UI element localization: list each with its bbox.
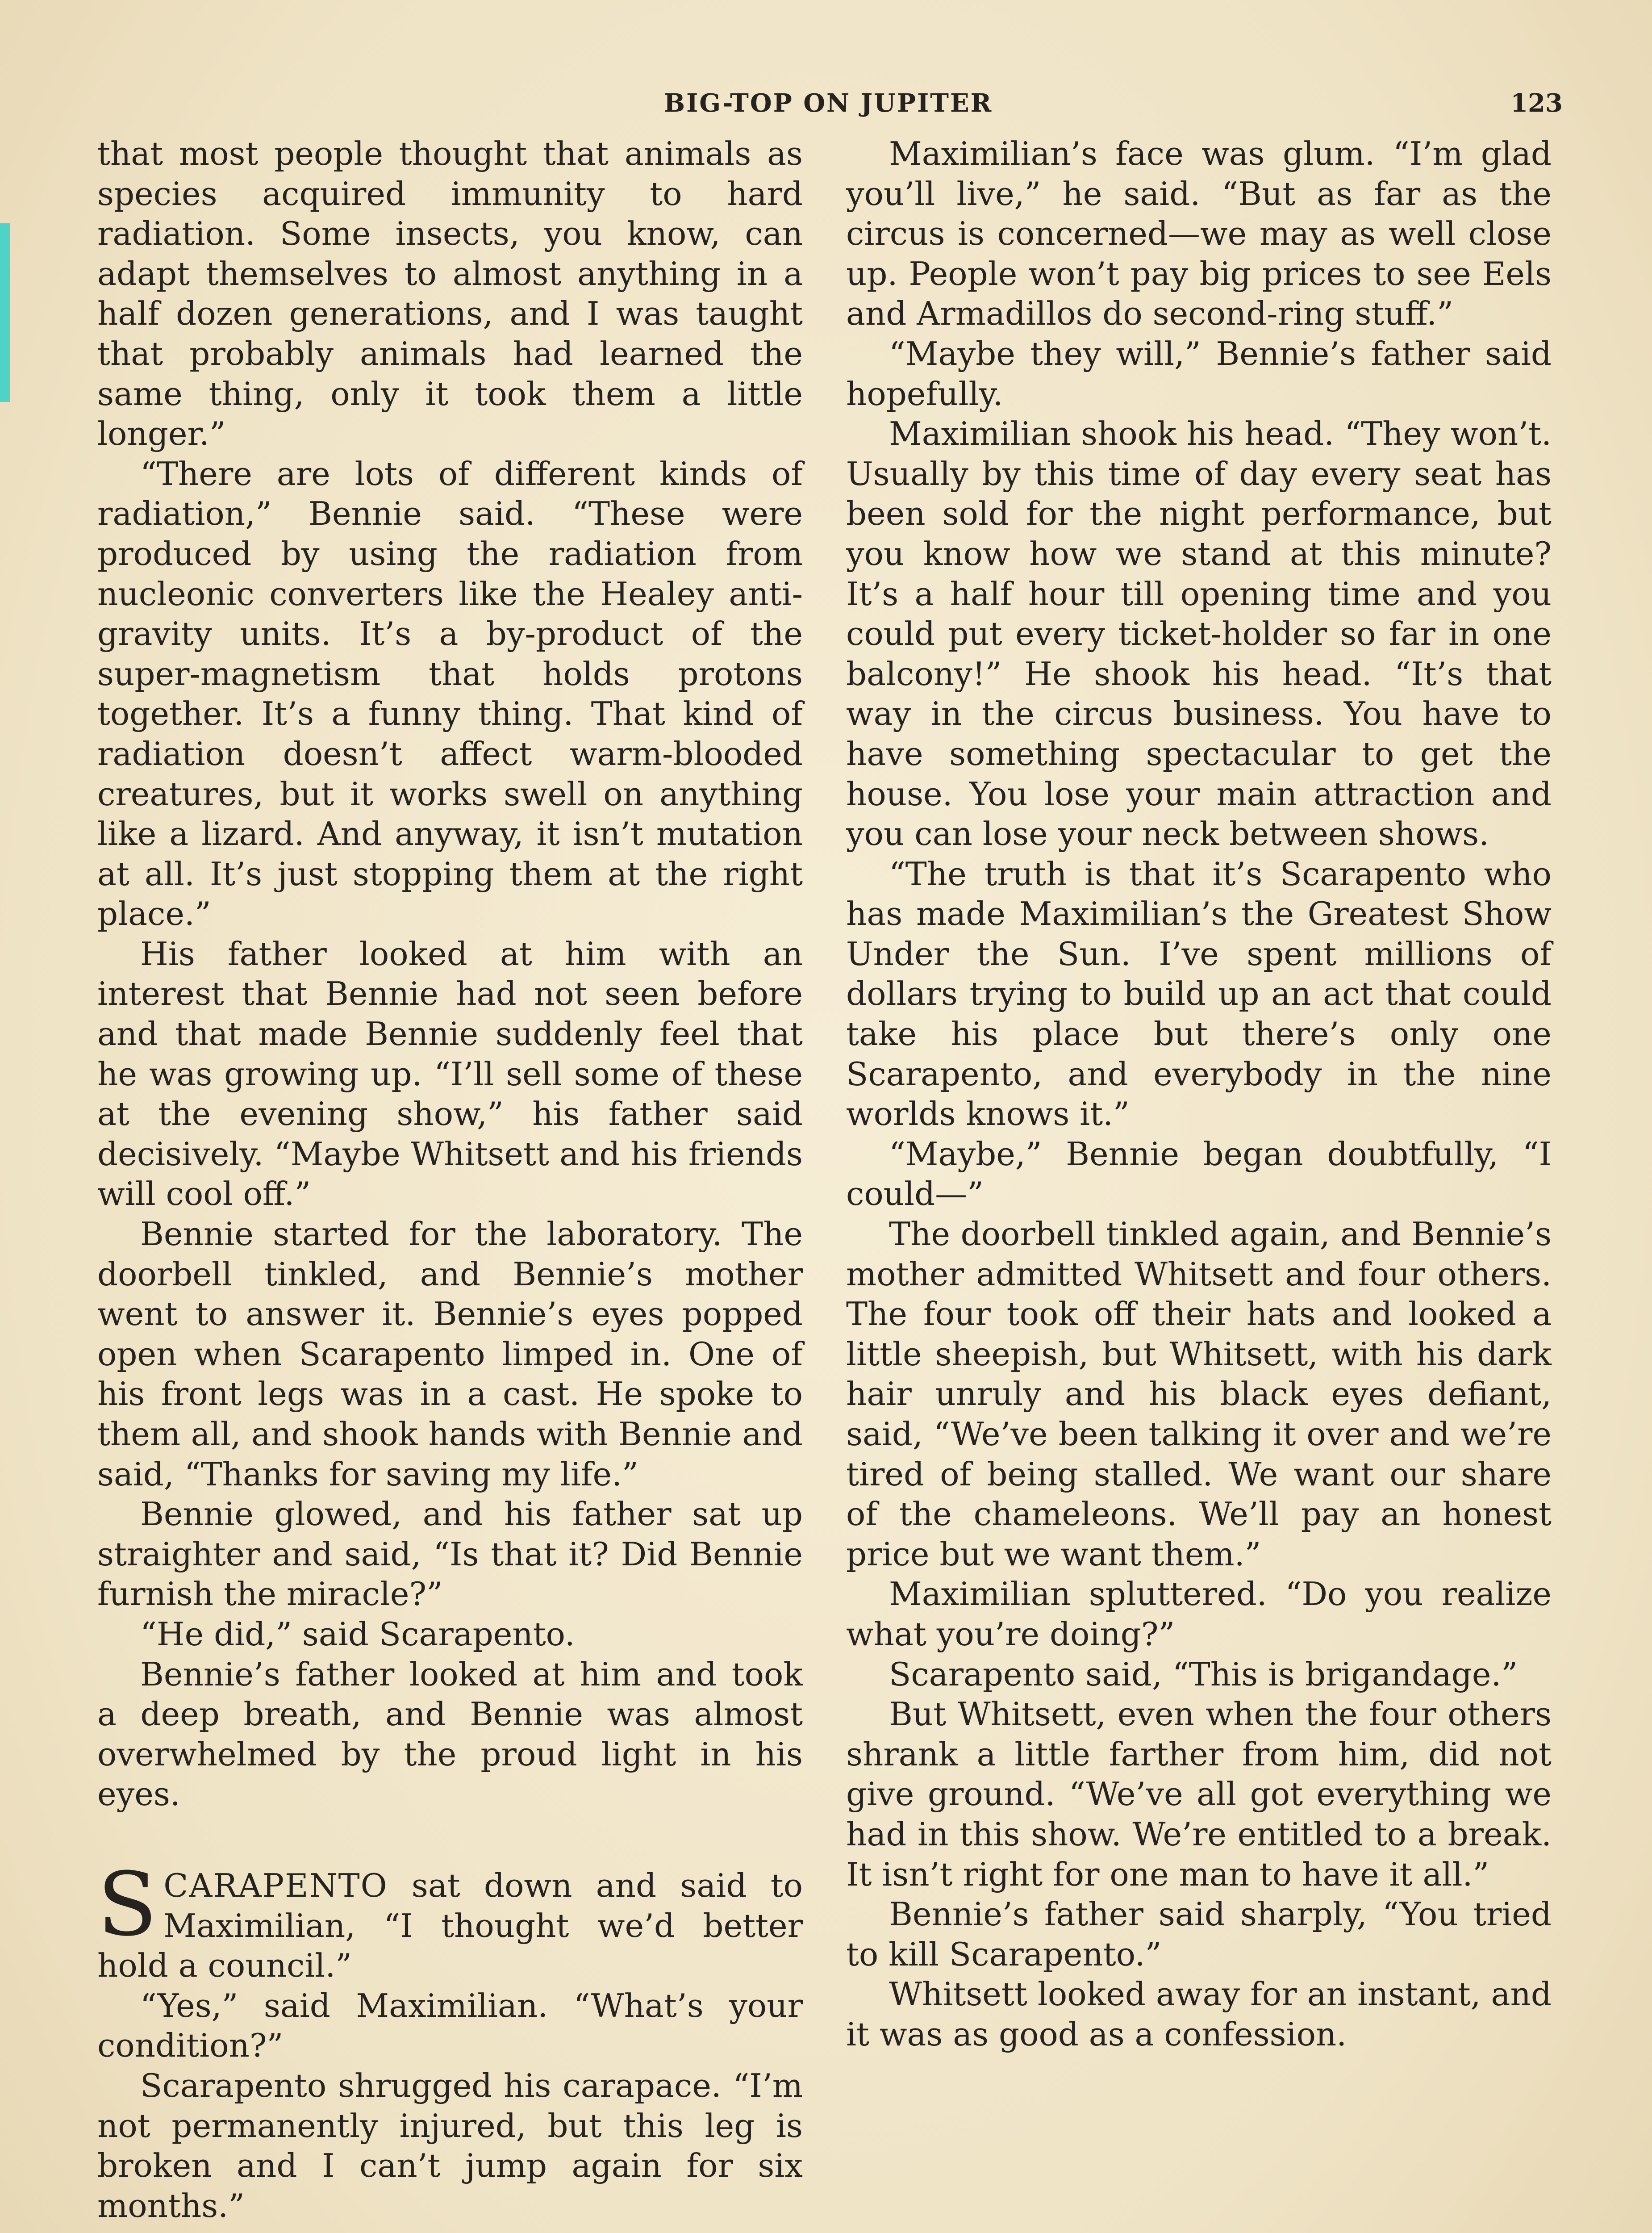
running-head: BIG-TOP ON JUPITER bbox=[663, 88, 993, 118]
left-column bbox=[97, 134, 803, 2226]
paragraph: “He did,” said Scarapento. bbox=[140, 1615, 575, 1653]
scan-edge-strip bbox=[0, 223, 10, 402]
paragraph-text: sat down and said to Maximilian, “I thought we’d better hold a council.” bbox=[97, 1866, 803, 1985]
paragraph: “The truth is that it’s Scarapento who has made Maximilian’s the Greatest Show Under the Sun. I’ve spent millions of dollars trying to build up an act that could take his place but there’s only one Scarapento, and everybody in the nine worlds knows it.” bbox=[846, 855, 1552, 1133]
paragraph: Bennie started for the laboratory. The doorbell tinkled, and Bennie’s mother went to answer it. Bennie’s eyes popped open when Scarapento limped in. One of his front legs was in a cast. He spoke to them all, and shook hands with Bennie and said, “Thanks for saving my life.” bbox=[97, 1215, 803, 1493]
paragraph: “There are lots of different kinds of radiation,” Bennie said. “These were produced by using the radiation from nucleonic converters like the Healey anti-gravity units. It’s a by-product of the super-magnetism that holds protons together. It’s a funny thing. That kind of radiation doesn’t affect warm-blooded creatures, but it works swell on anything like a lizard. And anyway, it isn’t mutation at all. It’s just stopping them at the right place.” bbox=[97, 455, 803, 933]
paragraph: Whitsett looked away for an instant, and it was as good as a confession. bbox=[846, 1975, 1552, 2053]
paragraph: Bennie’s father said sharply, “You tried to kill Scarapento.” bbox=[846, 1895, 1552, 1973]
paragraph: that most people thought that animals as species acquired immunity to hard radiation. Some insects, you know, can adapt themselves to almost anything in a half dozen generations, and I was taught that probably animals had learned the same thing, only it took them a little longer.” bbox=[97, 135, 803, 453]
paragraph: But Whitsett, even when the four others shrank a little farther from him, did not give ground. “We’ve all got everything we had in this show. We’re entitled to a break. It isn’t right for one man to have it all.” bbox=[846, 1695, 1552, 1893]
paragraph: “Yes,” said Maximilian. “What’s your condition?” bbox=[97, 1986, 803, 2065]
paragraph: Scarapento shrugged his carapace. “I’m not permanently injured, but this leg is broken and I can’t jump again for six months.” bbox=[97, 2066, 803, 2225]
paragraph: Maximilian shook his head. “They won’t. Usually by this time of day every seat has been sold for the night performance, but you know how we stand at this minute? It’s a half hour till opening time and you could put every ticket-holder so far in one balcony!” He shook his head. “It’s that way in the circus business. You have to have something spectacular to get the house. You lose your main attraction and you can lose your neck between shows. bbox=[846, 415, 1552, 853]
paragraph: Bennie glowed, and his father sat up straighter and said, “Is that it? Did Bennie furnish the miracle?” bbox=[97, 1495, 803, 1613]
section-break bbox=[97, 1815, 803, 1866]
paragraph: The doorbell tinkled again, and Bennie’s mother admitted Whitsett and four others. The four took off their hats and looked a little sheepish, but Whitsett, with his dark hair unruly and his black eyes defiant, said, “We’ve been talking it over and we’re tired of being stalled. We want our share of the chameleons. We’ll pay an honest price but we want them.” bbox=[846, 1215, 1552, 1573]
right-column bbox=[846, 134, 1552, 2055]
paragraph: Bennie’s father looked at him and took a deep breath, and Bennie was almost overwhelmed by the proud light in his eyes. bbox=[97, 1655, 803, 1813]
section-opening-paragraph bbox=[97, 1853, 803, 1986]
page-header bbox=[94, 88, 1563, 124]
small-caps-lead: CARAPENTO bbox=[163, 1866, 388, 1904]
drop-cap: S bbox=[97, 1853, 158, 1956]
paragraph: “Maybe they will,” Bennie’s father said hopefully. bbox=[846, 335, 1552, 413]
paragraph: His father looked at him with an interest that Bennie had not seen before and that made Bennie suddenly feel that he was growing up. “I’ll sell some of these at the evening show,” his father said decisively. “Maybe Whitsett and his friends will cool off.” bbox=[97, 935, 803, 1213]
paragraph: Maximilian’s face was glum. “I’m glad you’ll live,” he said. “But as far as the circus is concerned—we may as well close up. People won’t pay big prices to see Eels and Armadillos do second-ring stuff.” bbox=[846, 135, 1552, 333]
paragraph: “Maybe,” Bennie began doubtfully, “I could—” bbox=[846, 1135, 1552, 1213]
paragraph: Scarapento said, “This is brigandage.” bbox=[889, 1655, 1518, 1693]
page-number: 123 bbox=[1510, 88, 1563, 118]
paragraph: Maximilian spluttered. “Do you realize what you’re doing?” bbox=[846, 1575, 1552, 1653]
